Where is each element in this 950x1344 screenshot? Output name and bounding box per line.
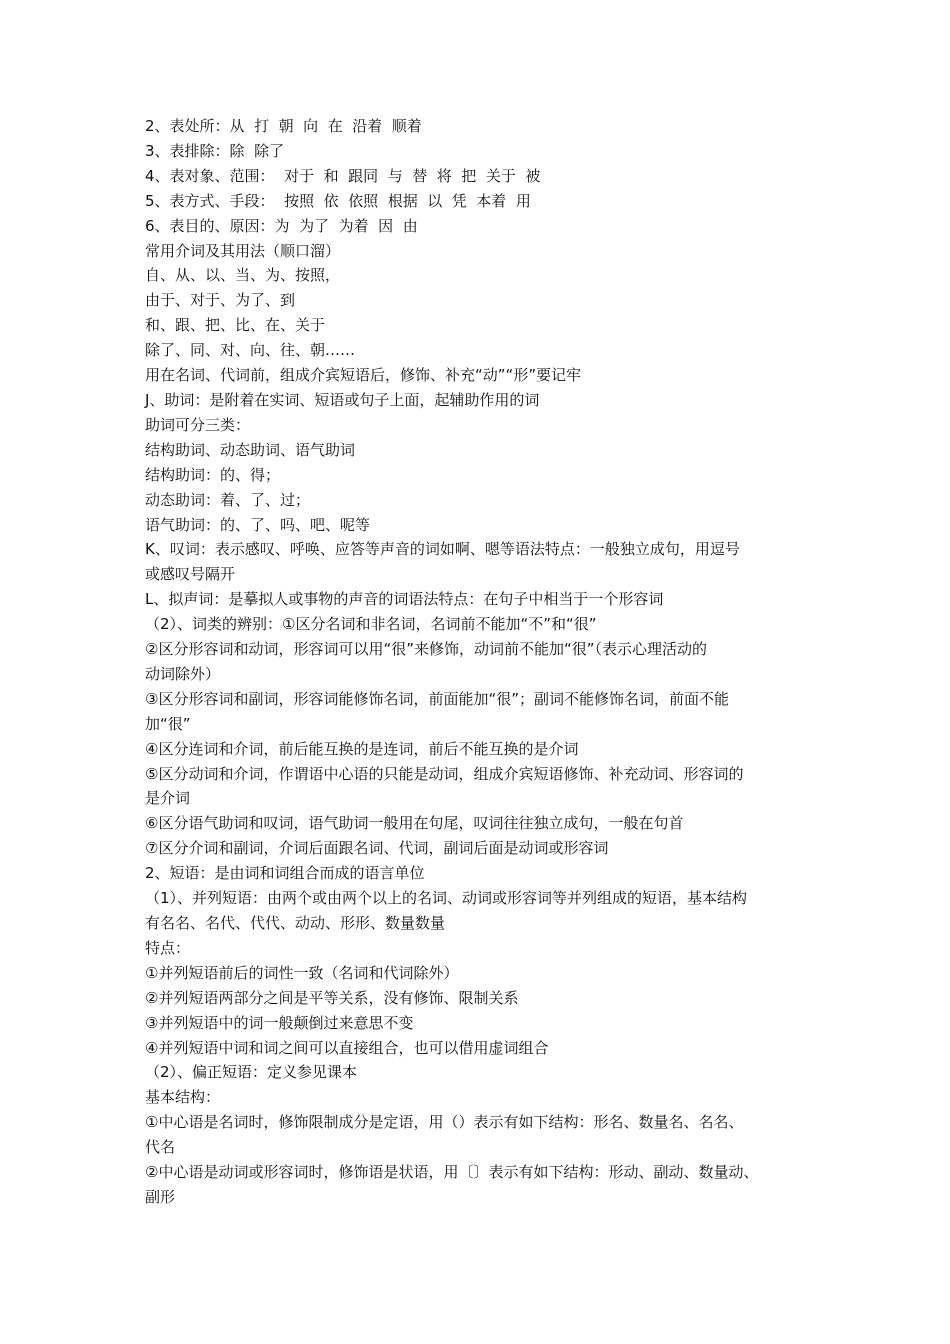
text-line: L、拟声词：是摹拟人或事物的声音的词语法特点：在句子中相当于一个形容词 bbox=[145, 590, 664, 609]
document-body bbox=[145, 114, 813, 1210]
text-line: 常用介词及其用法（顺口溜） bbox=[145, 241, 341, 260]
text-line: 是介词 bbox=[145, 789, 191, 808]
text-line: 语气助词：的、了、吗、吧、呢等 bbox=[145, 515, 371, 534]
text-line: J、助词：是附着在实词、短语或句子上面，起辅助作用的词 bbox=[145, 390, 540, 409]
text-line: ⑥区分语气助词和叹词，语气助词一般用在句尾，叹词往往独立成句，一般在句首 bbox=[145, 814, 684, 833]
text-line: ④区分连词和介词，前后能互换的是连词，前后不能互换的是介词 bbox=[145, 739, 579, 758]
text-line: 动态助词：着、了、过； bbox=[145, 490, 311, 509]
text-line: （2）、词类的辨别：①区分名词和非名词，名词前不能加“不”和“很” bbox=[145, 615, 597, 634]
text-line: K、叹词：表示感叹、呼唤、应答等声音的词如啊、嗯等语法特点：一般独立成句，用逗号 bbox=[145, 540, 740, 559]
text-line: 6、表目的、原因：为 为了 为着 因 由 bbox=[145, 216, 418, 235]
text-line: ②区分形容词和动词，形容词可以用“很”来修饰，动词前不能加“很”（表示心理活动的 bbox=[145, 640, 708, 659]
text-line: ③区分形容词和副词，形容词能修饰名词，前面能加“很”；副词不能修饰名词，前面不能 bbox=[145, 689, 729, 708]
text-line: 结构助词、动态助词、语气助词 bbox=[145, 440, 356, 459]
text-line: 除了、同、对、向、往、朝…… bbox=[145, 341, 356, 360]
text-line: ③并列短语中的词一般颠倒过来意思不变 bbox=[145, 1013, 414, 1032]
text-line: 5、表方式、手段： 按照 依 依照 根据 以 凭 本着 用 bbox=[145, 191, 531, 210]
text-line: 2、短语：是由词和词组合而成的语言单位 bbox=[145, 864, 425, 883]
text-line: （2）、偏正短语：定义参见课本 bbox=[145, 1063, 358, 1082]
text-line: 或感叹号隔开 bbox=[145, 565, 236, 584]
text-line: 代名 bbox=[145, 1138, 176, 1157]
text-line: 动词除外） bbox=[145, 664, 221, 683]
text-line: 助词可分三类： bbox=[145, 415, 251, 434]
text-line: ①并列短语前后的词性一致（名词和代词除外） bbox=[145, 963, 459, 982]
text-line: （1）、并列短语：由两个或由两个以上的名词、动词或形容词等并列组成的短语，基本结构 bbox=[145, 889, 748, 908]
text-line: ⑦区分介词和副词，介词后面跟名词、代词，副词后面是动词或形容词 bbox=[145, 839, 609, 858]
text-line: ②并列短语两部分之间是平等关系，没有修饰、限制关系 bbox=[145, 988, 519, 1007]
text-line: 副形 bbox=[145, 1187, 176, 1206]
text-line: 特点： bbox=[145, 938, 191, 957]
text-line: 结构助词：的、得； bbox=[145, 465, 281, 484]
text-line: ⑤区分动词和介词，作谓语中心语的只能是动词，组成介宾短语修饰、补充动词、形容词的 bbox=[145, 764, 744, 783]
text-line: ①中心语是名词时，修饰限制成分是定语，用（）表示有如下结构：形名、数量名、名名、 bbox=[145, 1113, 744, 1132]
text-line: 4、表对象、范围： 对于 和 跟同 与 替 将 把 关于 被 bbox=[145, 166, 541, 185]
text-line: 2、表处所：从 打 朝 向 在 沿着 顺着 bbox=[145, 117, 422, 135]
text-line: 加“很” bbox=[145, 714, 191, 733]
text-line: 自、从、以、当、为、按照， bbox=[145, 266, 341, 285]
text-line: 有名名、名代、代代、动动、形形、数量数量 bbox=[145, 914, 446, 932]
text-line: 和、跟、把、比、在、关于 bbox=[145, 316, 326, 335]
text-line: 3、表排除：除 除了 bbox=[145, 141, 285, 160]
text-line: 由于、对于、为了、到 bbox=[145, 291, 296, 310]
text-line: ②中心语是动词或形容词时，修饰语是状语，用〔〕表示有如下结构：形动、副动、数量动、 bbox=[145, 1163, 759, 1182]
text-line: 基本结构： bbox=[145, 1088, 221, 1107]
text-line: 用在名词、代词前，组成介宾短语后，修饰、补充“动”“形”要记牢 bbox=[145, 366, 582, 385]
text-line: ④并列短语中词和词之间可以直接组合，也可以借用虚词组合 bbox=[145, 1038, 549, 1057]
